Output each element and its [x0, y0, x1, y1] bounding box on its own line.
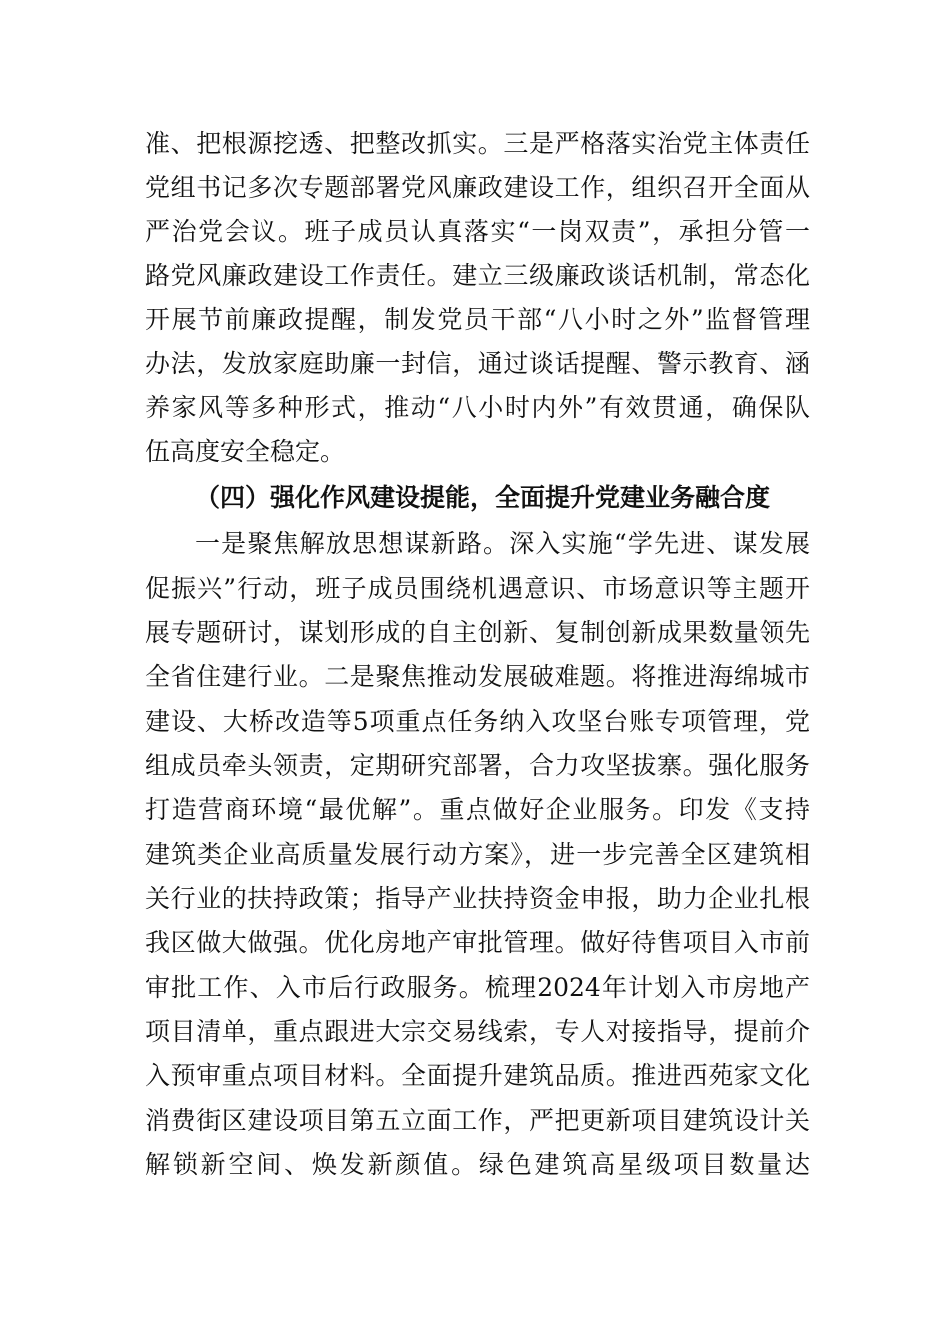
paragraph-line: 严治党会议。班子成员认真落实“一岗双责”，承担分管一 [145, 217, 810, 246]
paragraph-line: 一是聚焦解放思想谋新路。深入实施“学先进、谋发展 [195, 529, 810, 558]
paragraph-line: 入预审重点项目材料。全面提升建筑品质。推进西苑家文化 [145, 1061, 810, 1090]
paragraph-line: 展专题研讨，谋划形成的自主创新、复制创新成果数量领先 [145, 618, 810, 647]
paragraph-line: 党组书记多次专题部署党风廉政建设工作，组织召开全面从 [145, 173, 810, 202]
paragraph-line: 关行业的扶持政策；指导产业扶持资金申报，助力企业扎根 [145, 884, 810, 913]
paragraph-line: 伍高度安全稳定。 [145, 437, 346, 466]
section-heading: （四）强化作风建设提能，全面提升党建业务融合度 [195, 483, 771, 512]
paragraph-line: 组成员牵头领责，定期研究部署，合力攻坚拔寨。强化服务 [145, 751, 810, 780]
paragraph-line: 路党风廉政建设工作责任。建立三级廉政谈话机制，常态化 [145, 261, 810, 290]
paragraph-line: 办法，发放家庭助廉一封信，通过谈话提醒、警示教育、涵 [145, 349, 810, 378]
paragraph-line: 准、把根源挖透、把整改抓实。三是严格落实治党主体责任 [145, 129, 810, 158]
paragraph-line: 我区做大做强。优化房地产审批管理。做好待售项目入市前 [145, 928, 810, 957]
paragraph-line: 审批工作、入市后行政服务。梳理2024年计划入市房地产 [145, 973, 810, 1002]
paragraph-line: 打造营商环境“最优解”。重点做好企业服务。印发《支持 [145, 795, 810, 824]
paragraph-line: 养家风等多种形式，推动“八小时内外”有效贯通，确保队 [145, 393, 810, 422]
paragraph-line: 全省住建行业。二是聚焦推动发展破难题。将推进海绵城市 [145, 662, 810, 691]
paragraph-line: 消费街区建设项目第五立面工作，严把更新项目建筑设计关 [145, 1106, 810, 1135]
paragraph-line: 解锁新空间、焕发新颜值。绿色建筑高星级项目数量达 [145, 1150, 810, 1179]
paragraph-line: 开展节前廉政提醒，制发党员干部“八小时之外”监督管理 [145, 305, 810, 334]
paragraph-line: 建设、大桥改造等5项重点任务纳入攻坚台账专项管理，党 [145, 707, 810, 736]
paragraph-line: 建筑类企业高质量发展行动方案》，进一步完善全区建筑相 [145, 840, 810, 869]
paragraph-line: 项目清单，重点跟进大宗交易线索，专人对接指导，提前介 [145, 1017, 810, 1046]
paragraph-line: 促振兴”行动，班子成员围绕机遇意识、市场意识等主题开 [145, 574, 810, 603]
